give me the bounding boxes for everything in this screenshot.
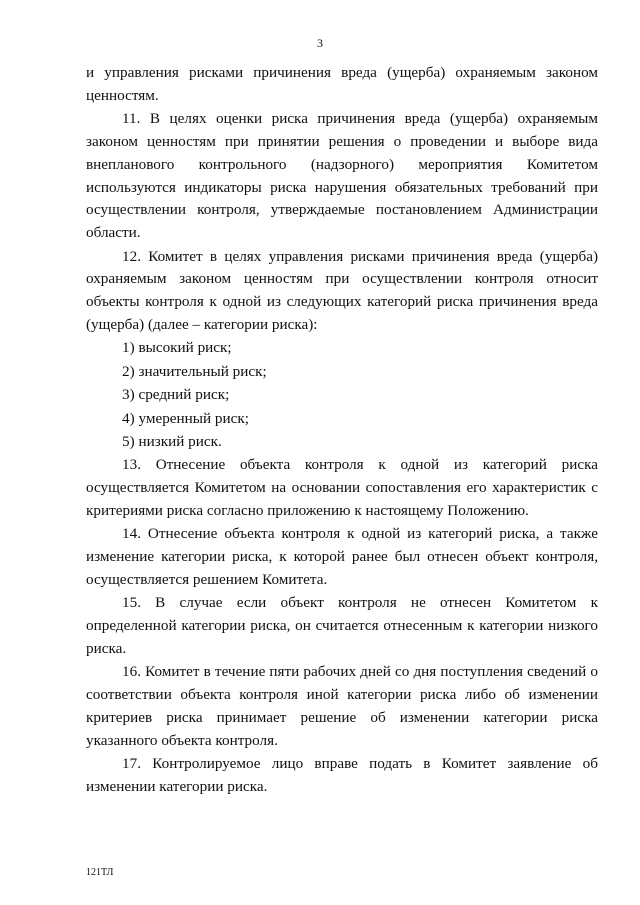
risk-list-item-5: 5) низкий риск. — [122, 432, 222, 450]
footer-code: 121ТЛ — [86, 867, 114, 878]
paragraph-continuation: и управления рисками причинения вреда (ущерба) охраняемым законом ценностям. — [86, 64, 598, 104]
paragraph-15: 15. В случае если объект контроля не отнесен Комитетом к определенной категории риска, он считается отнесенным к категории низкого риска. — [86, 594, 598, 657]
paragraph-13: 13. Отнесение объекта контроля к одной из категорий риска осуществляется Комитетом на основании сопоставления его характеристик с критериями риска согласно приложению к настоящему Положению. — [86, 456, 598, 519]
risk-list-item-2: 2) значительный риск; — [122, 362, 267, 380]
paragraph-17: 17. Контролируемое лицо вправе подать в Комитет заявление об изменении категории риска. — [86, 755, 598, 795]
risk-list-item-3: 3) средний риск; — [122, 386, 230, 404]
document-body — [86, 62, 598, 799]
page-number: 3 — [317, 36, 323, 50]
paragraph-12: 12. Комитет в целях управления рисками причинения вреда (ущерба) охраняемым законом ценностям при осуществлении контроля относит объекты контроля к одной из следующих категорий риска причинения вреда (ущерба) (далее – категории риска): — [86, 247, 598, 333]
paragraph-14: 14. Отнесение объекта контроля к одной из категорий риска, а также изменение категории риска, к которой ранее был отнесен объект контроля, осуществляется решением Комитета. — [86, 525, 598, 588]
paragraph-11: 11. В целях оценки риска причинения вреда (ущерба) охраняемым законом ценностям при принятии решения о проведении и выборе вида внепланового контрольного (надзорного) мероприятия Комитетом используются индикаторы риска нарушения обязательных требований при осуществлении контроля, утверждаемые постановлением Администрации области. — [86, 110, 598, 242]
risk-list-item-4: 4) умеренный риск; — [122, 409, 249, 427]
paragraph-16: 16. Комитет в течение пяти рабочих дней со дня поступления сведений о соответствии объекта контроля иной категории риска либо об изменении критериев риска принимает решение об изменении категории риска указанного объекта контроля. — [86, 663, 598, 749]
risk-list-item-1: 1) высокий риск; — [122, 339, 232, 357]
